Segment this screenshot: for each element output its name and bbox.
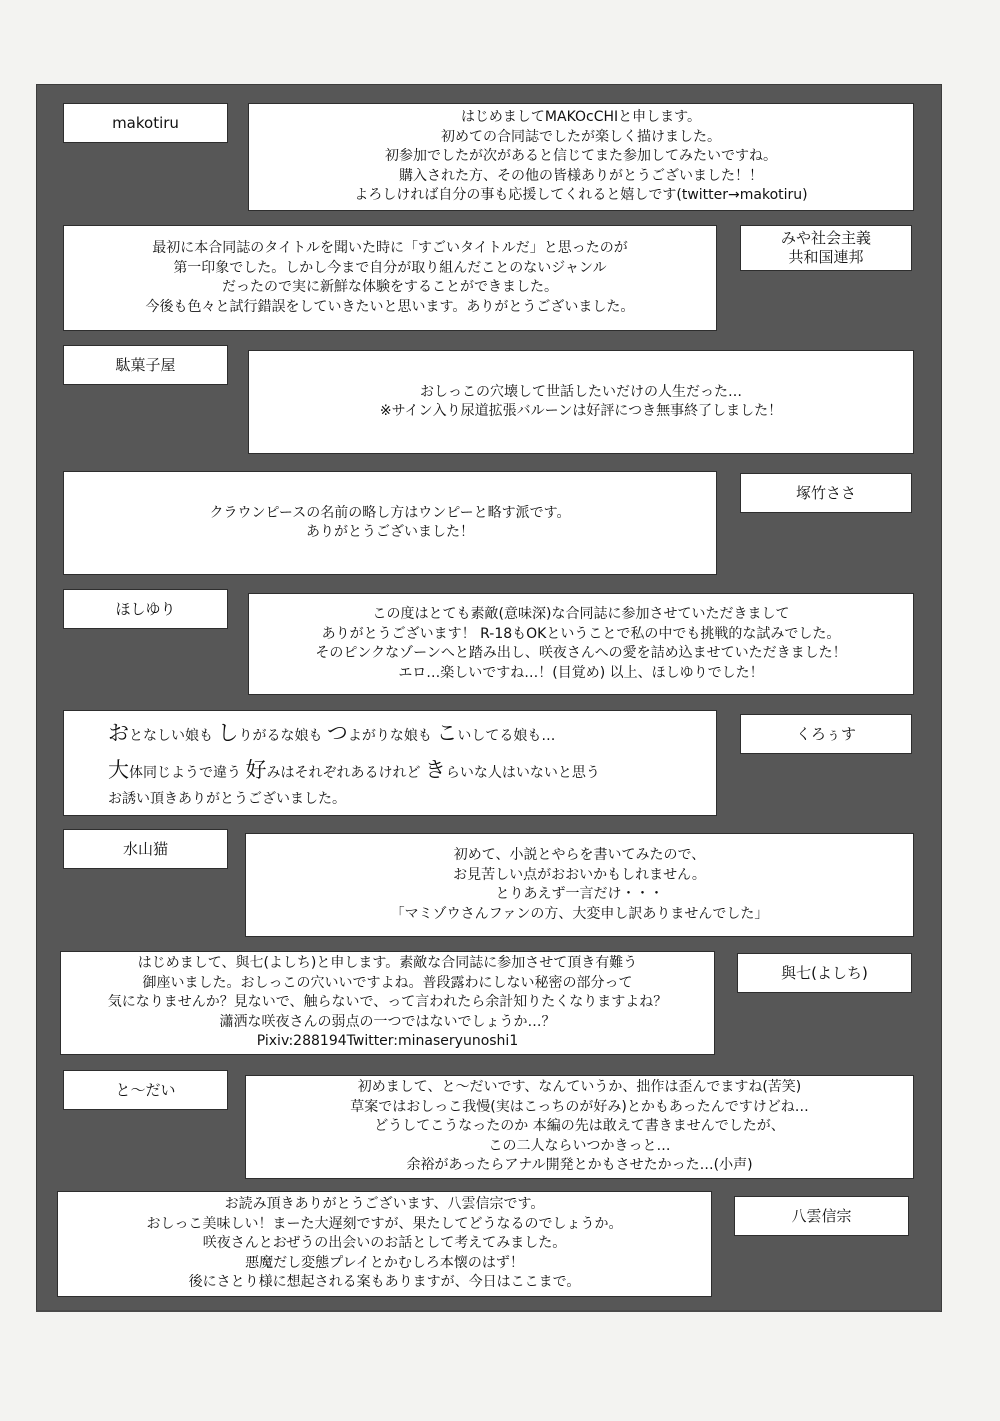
- message-line: クラウンピースの名前の略し方はウンピーと略す派です。: [209, 504, 571, 521]
- message-mizuyamaneko: [245, 833, 914, 937]
- message-line: 最初に本合同誌のタイトルを聞いた時に「すごいタイトルだ」と思ったのが: [152, 240, 628, 256]
- acrostic-text: みはそれぞれあるけれど: [266, 765, 421, 782]
- acrostic-initial: 大: [108, 758, 129, 783]
- acrostic-line: [108, 753, 600, 790]
- author-name-toudai: [63, 1070, 228, 1110]
- author-name: と～だい: [115, 1080, 176, 1099]
- author-name: くろぅす: [795, 724, 856, 743]
- message-line: 悪魔だし変態プレイとかむしろ本懐のはず！: [245, 1254, 524, 1271]
- author-name: 八雲信宗: [791, 1206, 852, 1225]
- message-line: 咲夜さんとおぜうの出会いのお話として考えてみました。: [202, 1235, 567, 1252]
- message-line: 草案ではおしっこ我慢(実はこっちのが好み)とかもあったんですけどね…: [350, 1098, 809, 1115]
- acrostic-initial: き: [424, 758, 446, 783]
- message-line: 「マミゾウさんファンの方、大変申し訳ありませんでした」: [390, 905, 769, 922]
- message-hoshiyuri: [248, 593, 914, 695]
- author-name-kurousu: [740, 714, 912, 754]
- message-line: おしっこの穴壊して世話したいだけの人生だった…: [420, 383, 742, 400]
- message-line: 購入された方、その他の皆様ありがとうございました！！: [399, 167, 763, 184]
- acrostic-text: となしい娘も: [129, 728, 213, 745]
- message-line: そのピンクなゾーンへと踏み出し、咲夜さんへの愛を詰め込ませていただきました！: [315, 645, 847, 661]
- author-name: 塚竹ささ: [795, 483, 856, 502]
- author-name-miya: [740, 225, 912, 271]
- message-line: どうしてこうなったのか 本編の先は敢えて書きませんでしたが、: [374, 1118, 785, 1135]
- bottom-rule: [36, 1310, 940, 1312]
- author-name-mizuyamaneko: [63, 829, 228, 869]
- message-line: 第一印象でした。しかし今まで自分が取り組んだことのないジャンル: [173, 259, 607, 276]
- message-line: 初めて、小説とやらを書いてみたので、: [453, 847, 706, 863]
- author-name-tsukatake: [740, 473, 912, 513]
- message-line: はじめましてMAKOcCHIと申します。: [460, 109, 702, 126]
- author-name: ほしゆり: [115, 599, 176, 618]
- message-tsukatake: [63, 471, 717, 575]
- author-name: makotiru: [112, 113, 179, 132]
- message-line: この二人ならいつかきっと…: [488, 1137, 671, 1154]
- author-name: 與七(よしち): [781, 963, 868, 982]
- message-line: お読み頂きありがとうございます、八雲信宗です。: [224, 1196, 545, 1213]
- message-line: 初めまして、と～だいです、なんていうか、拙作は歪んでますね(苦笑): [357, 1079, 802, 1096]
- message-miya: [63, 225, 717, 331]
- message-line: よろしければ自分の事も応援してくれると嬉しです(twitter→makotiru): [354, 187, 808, 204]
- message-yoshichi: [60, 951, 715, 1055]
- message-line: 初めての合同誌でしたが楽しく描けました。: [441, 128, 721, 145]
- message-line: 初参加でしたが次があると信じてまた参加してみたいですね。: [385, 148, 777, 165]
- message-line: お誘い頂きありがとうございました。: [108, 791, 346, 808]
- acrostic-line: [108, 716, 555, 753]
- message-makotiru: [248, 103, 914, 211]
- acrostic-text: らいな人はいないと思う: [445, 765, 600, 782]
- message-line: おしっこ美味しい！まーた大遅刻ですが、果たしてどうなるのでしょうか。: [146, 1215, 623, 1232]
- author-name: 水山猫: [122, 839, 168, 858]
- acrostic-text: よがりな娘も: [347, 728, 432, 745]
- acrostic-initial: し: [217, 721, 239, 746]
- message-line: エロ…楽しいですね…！(目覚め) 以上、ほしゆりでした！: [398, 664, 764, 681]
- author-name-yakumo: [734, 1196, 909, 1236]
- message-line: 今後も色々と試行錯誤をしていきたいと思います。ありがとうございました。: [145, 298, 635, 315]
- message-line: ありがとうございます！ R-18もOKということで私の中でも挑戦的な試みでした。: [321, 625, 841, 642]
- message-line: 御座いました。おしっこの穴いいですよね。普段露わにしない秘密の部分って: [142, 974, 633, 991]
- acrostic-text: 体同じようで違う: [129, 765, 241, 782]
- acrostic-initial: つ: [326, 721, 348, 746]
- message-dagashiya: [248, 350, 914, 454]
- acrostic-text: いしてる娘も…: [457, 728, 556, 745]
- message-toudai: [245, 1075, 914, 1179]
- message-line: だったので実に新鮮な体験をすることができました。: [222, 279, 558, 295]
- author-name-yoshichi: [737, 953, 912, 993]
- message-line: とりあえず一言だけ・・・: [495, 886, 664, 902]
- message-line: 気になりませんか？見ないで、触らないで、って言われたら余計知りたくなりますよね？: [107, 994, 668, 1011]
- acrostic-initial: こ: [436, 721, 458, 746]
- author-name: 駄菓子屋: [115, 355, 176, 374]
- message-line: 後にさとり様に想起される案もありますが、今日はここまで。: [188, 1274, 581, 1291]
- author-name-makotiru: [63, 103, 228, 143]
- acrostic-initial: お: [108, 721, 129, 746]
- acrostic-initial: 好: [245, 758, 267, 783]
- acrostic-text: りがるな娘も: [238, 728, 323, 745]
- message-line: 瀟洒な咲夜さんの弱点の一つではないでしょうか…？: [219, 1013, 556, 1030]
- message-line: ありがとうございました！: [306, 524, 474, 540]
- message-line: Pixiv:288194Twitter:minaseryunoshi1: [256, 1033, 519, 1050]
- message-line: この度はとても素敵(意味深)な合同誌に参加させていただきまして: [372, 606, 790, 622]
- message-line: 余裕があったらアナル開発とかもさせたかった…(小声): [406, 1157, 753, 1174]
- message-yakumo: [57, 1191, 712, 1297]
- author-name: みや社会主義 共和国連邦: [780, 229, 871, 266]
- author-name-dagashiya: [63, 345, 228, 385]
- message-line: お見苦しい点がおおいかもしれません。: [453, 866, 706, 883]
- author-name-hoshiyuri: [63, 589, 228, 629]
- message-line: はじめまして、與七(よしち)と申します。素敵な合同誌に参加させて頂き有難う: [137, 955, 638, 972]
- message-line: ※サイン入り尿道拡張バルーンは好評につき無事終了しました！: [379, 403, 783, 419]
- message-kurousu: [63, 710, 717, 816]
